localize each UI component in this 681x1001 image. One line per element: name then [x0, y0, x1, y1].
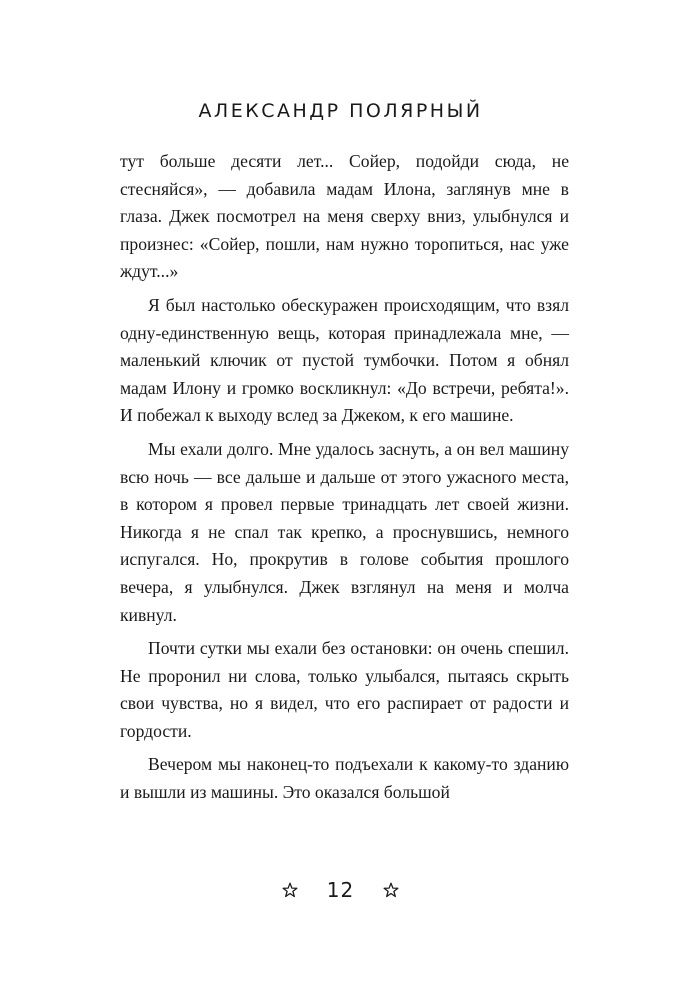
body-text [120, 148, 569, 813]
paragraph-5: Вечером мы наконец-то подъехали к какому-то зданию и вышли из машины. Это оказался большой [120, 754, 569, 803]
paragraph-1: тут больше десяти лет... Сойер, подойди сюда, не стесняйся», — добавила мадам Илона, заглянув мне в глаза. Джек посмотрел на меня сверху вниз, улыбнулся и произнес: «Сойер, пошли, нам нужно торопиться, нас уже ждут...» [120, 151, 569, 282]
page-footer [0, 876, 681, 902]
paragraph-4: Почти сутки мы ехали без остановки: он очень спешил. Не проронил ни слова, только улыбался, пытаясь скрыть свои чувства, но я видел, что его распирает от радости и гордости. [120, 638, 569, 741]
paragraph-2: Я был настолько обескуражен происходящим, что взял одну-единственную вещь, которая принадлежала мне, — маленький ключик от пустой тумбочки. Потом я обнял мадам Илону и громко воскликнул: «До встречи, ребята!». И побежал к выходу вслед за Джеком, к его машине. [120, 294, 569, 426]
star-right-icon [383, 882, 399, 898]
page-number: 12 [326, 877, 355, 902]
star-left-icon [282, 882, 298, 898]
paragraph-3: Мы ехали долго. Мне удалось заснуть, а он вел машину всю ночь — все дальше и дальше от этого ужасного места, в котором я провел первые тринадцать лет своей жизни. Никогда я не спал так крепко, а проснувшись, немного испугался. Но, прокрутив в голове события прошлого вечера, я улыбнулся. Джек взглянул на меня и молча кивнул. [120, 438, 569, 625]
running-header-author: АЛЕКСАНДР ПОЛЯРНЫЙ [198, 100, 483, 122]
